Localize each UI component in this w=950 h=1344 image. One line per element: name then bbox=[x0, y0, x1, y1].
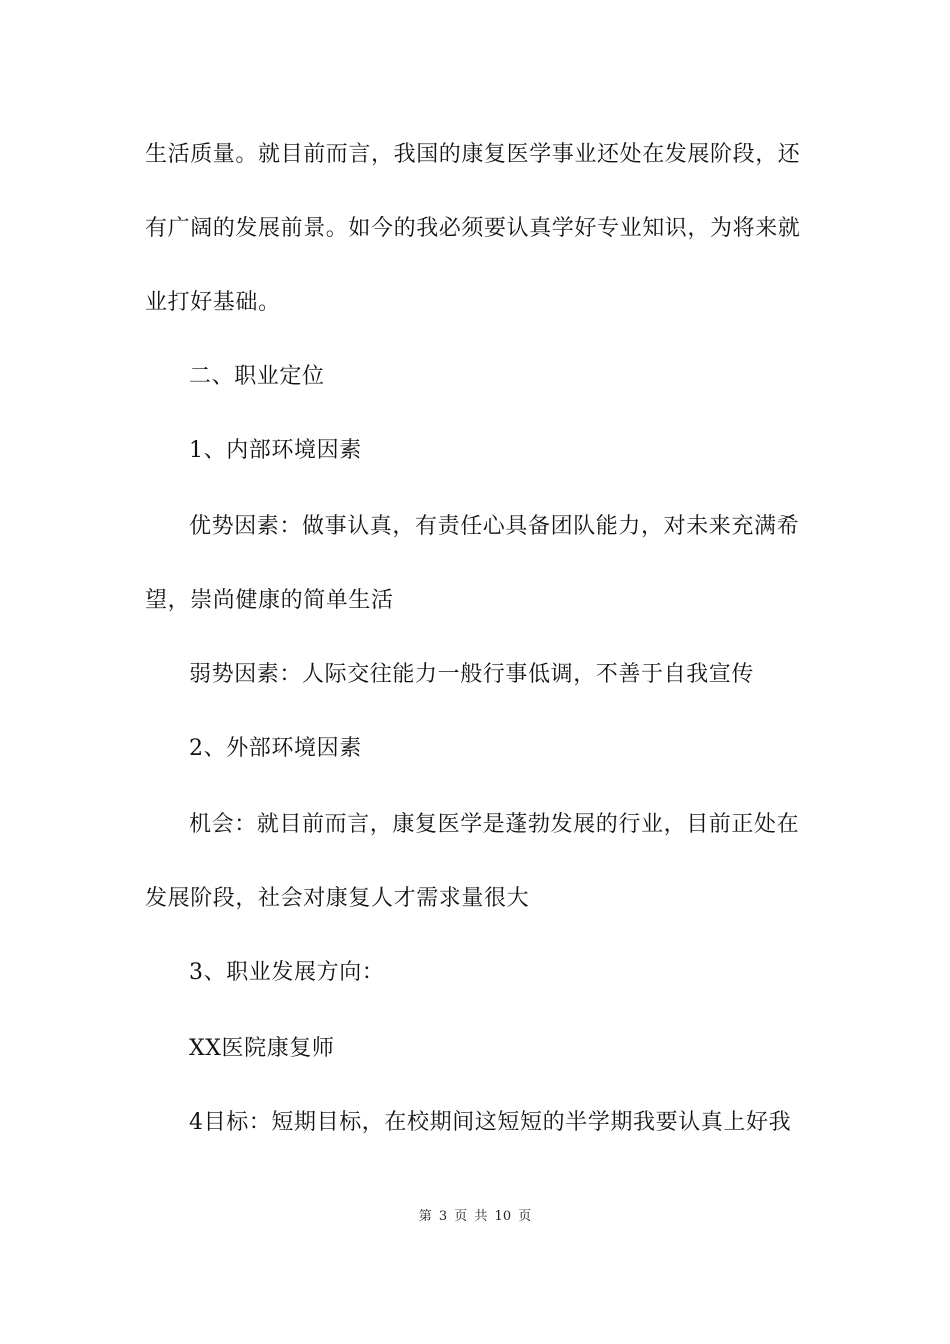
subheading-external-factors: 2、外部环境因素 bbox=[189, 736, 362, 761]
subheading-career-direction: 3、职业发展方向： bbox=[189, 960, 385, 985]
opportunity-line-2: 发展阶段，社会对康复人才需求量很大 bbox=[145, 886, 530, 911]
strengths-line-1: 优势因素：做事认真，有责任心具备团队能力，对未来充满希 bbox=[189, 514, 800, 539]
paragraph-line-1: 生活质量。就目前而言，我国的康复医学事业还处在发展阶段，还 bbox=[145, 142, 801, 167]
opportunity-line-1: 机会：就目前而言，康复医学是蓬勃发展的行业，目前正处在 bbox=[189, 812, 800, 837]
weaknesses-line: 弱势因素：人际交往能力一般行事低调，不善于自我宣传 bbox=[189, 662, 755, 687]
career-direction-value: XX医院康复师 bbox=[189, 1036, 335, 1061]
paragraph-line-2: 有广阔的发展前景。如今的我必须要认真学好专业知识，为将来就 bbox=[145, 216, 801, 241]
goal-line: 4目标：短期目标，在校期间这短短的半学期我要认真上好我 bbox=[189, 1110, 792, 1135]
strengths-line-2: 望，崇尚健康的简单生活 bbox=[145, 588, 394, 613]
subheading-internal-factors: 1、内部环境因素 bbox=[189, 438, 362, 463]
page-footer: 第 3 页 共 10 页 bbox=[418, 1209, 532, 1224]
section-heading-career-positioning: 二、职业定位 bbox=[189, 364, 325, 389]
paragraph-line-3: 业打好基础。 bbox=[145, 290, 281, 315]
